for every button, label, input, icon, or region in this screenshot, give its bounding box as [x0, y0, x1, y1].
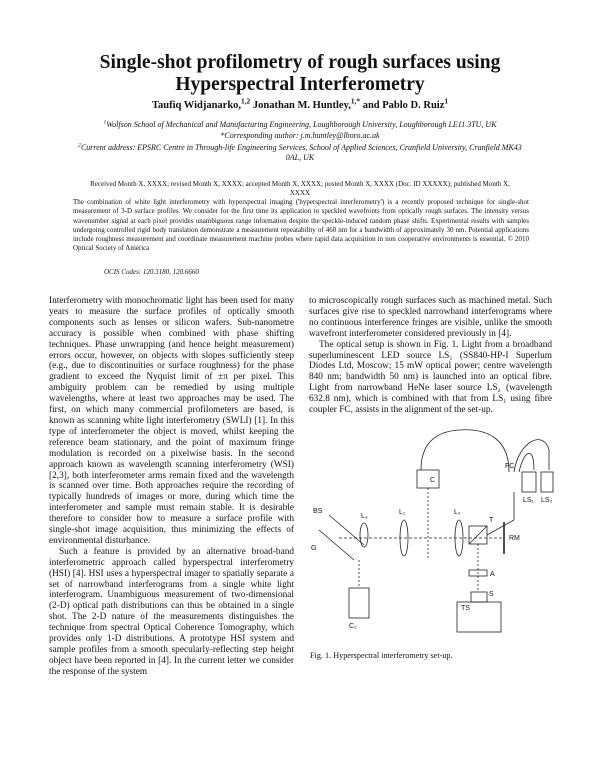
- setup-figure: [309, 410, 554, 646]
- fibre-line: [514, 440, 549, 472]
- label-s: S: [489, 591, 494, 598]
- author-1: Taufiq Widjanarko,: [151, 100, 242, 111]
- affiliation-1: $^1$Wolfson School of Mechanical and Manufacturing Engineering, Loughborough University, Loughborough LE11 3TU, UK: [103, 119, 497, 129]
- lens-l3: [360, 523, 368, 547]
- label-ls1: LS₁: [523, 497, 534, 504]
- fibre-line: [421, 430, 509, 472]
- affiliation-2: $^2$Current address: EPSRC Centre in Through-life Engineering Services, School of Applied Sciences, Cranfield University, Cranfield MK43 0AL, UK: [78, 142, 522, 162]
- label-g: G: [311, 545, 317, 552]
- paper-title: Single-shot profilometry of rough surfaces using Hyperspectral Interferometry: [99, 52, 501, 95]
- column-right: [309, 296, 552, 416]
- label-fc: FC: [505, 463, 515, 470]
- label-l2: L₂: [454, 509, 461, 516]
- paragraph: to microscopically rough surfaces such as machined metal. Such surfaces give rise to speckled narrowband interferograms where no continuous interference fringes are visible, unlike the smooth wavefront interferometer considered previously in [4].: [309, 296, 552, 339]
- beam-splitter: [329, 515, 364, 545]
- label-rm: RM: [509, 535, 520, 542]
- label-l1: L₁: [399, 509, 406, 516]
- source-ls2-box: [541, 472, 553, 492]
- paragraph: The optical setup is shown in Fig. 1. Light from a broadband superluminescent LED source LS₁ (SS840-HP-I Superlum Diodes Ltd, Moscow; 15 mW optical power; centre wavelength 840 nm; bandwidth 50 nm) is launched into an optical fibre. Light from narrowband HeNe laser source LS₂ (wavelength 632.8 nm), which is combined with that from LS₁ using fibre coupler FC, assists in the alignment of the set-up.: [309, 339, 552, 416]
- abstract: The combination of white light interferometry with hyperspectral imaging ('hyperspectral interferometry') is a recently proposed technique for single-shot measurement of 3-D surface profiles. We consider for the first time its application to speckled wavefronts from optically rough surfaces. The intensity versus wavenumber signal at each pixel provides unambiguous range information despite the speckle-induced random phase shifts. Experimental results with samples undergoing controlled rigid body translation demonstrate a measurement repeatability of 460 nm for a bandwidth of approximately 30 nm. Potential applications include roughness measurement and coordinate measurement machine probes where rapid data acquisition in non cooperative environments is essential. © 2010 Optical Society of America: [73, 198, 529, 253]
- figure-caption: Fig. 1. Hyperspectral interferometry set-up.: [310, 651, 453, 660]
- paragraph: Such a feature is provided by an alternative broad-band interferometric approach called hyperspectral interferometry (HSI) [4]. HSI uses a hyperspectral imager to spatially separate a set of narrowband interferograms from a single white light interferogram. Unambiguous measurement of two-dimensional (2-D) optical path distributions can thus be obtained in a single shot. The 2-D nature of the measurements distinguishes the technique from spectral Optical Coherence Tomography, which provides only 1-D distributions. A prototype HSI system and sample profiles from a smooth specularly-reflecting step height object have been reported in [4]. In the current letter we consider the response of the system: [49, 546, 294, 677]
- label-ts: TS: [461, 605, 470, 612]
- column-left: [49, 296, 294, 678]
- grating: [319, 530, 354, 560]
- author-3: and Pablo D. Ruiz: [360, 100, 445, 111]
- label-t: T: [489, 517, 494, 524]
- label-ls2: LS₂: [541, 497, 553, 504]
- label-a: A: [490, 571, 495, 578]
- author-2: Jonathan M. Huntley,: [250, 100, 351, 111]
- author-list: Taufiq Widjanarko,$^{1,2}$ Jonathan M. Huntley,$^{1,*}$ and Pablo D. Ruiz$^1$: [151, 96, 449, 111]
- camera-c2: [349, 588, 369, 618]
- received-dates: Received Month X, XXXX; revised Month X, XXXX; accepted Month X, XXXX; posted Month X, XXXX (Doc. ID XXXXX); published Month X, XXXX: [90, 180, 510, 198]
- fibre-line: [519, 453, 534, 472]
- source-ls1-box: [522, 472, 536, 492]
- ocis-codes: OCIS Codes: 120.3180, 120.6660: [104, 268, 199, 276]
- camera-box: [417, 470, 439, 488]
- paragraph: Interferometry with monochromatic light has been used for many years to measure the surface profiles of optically smooth components such as lenses or silicon wafers. Sub-nanometre accuracy is possible when combined with phase shifting techniques. Phase unwrapping (and hence height measurement) errors occur, however, on objects with slopes sufficiently steep (e.g., due to discontinuities or surface roughness) for the phase gradient to exceed the Nyquist limit of ±π per pixel. This ambiguity problem can be remedied by using multiple wavelengths, where at least two approaches may be used. The first, on which many commercial profilometers are based, is known as scanning white light interferometry (SWLI) [1]. In this type of interferometer the object is moved, whilst keeping the reference beam stationary, and the point of maximum fringe modulation is recorded on a pixelwise basis. In the second approach known as wavelength scanning interferometry (WSI) [2,3], both interferometer arms remain fixed and the wavelength is scanned over time. Both approaches require the recording of typically hundreds of images or more, during which time the interferometer and sample must remain stable. It is desirable therefore to consider how to measure a surface profile with single-shot image acquisition, thus minimizing the effects of environmental disturbance.: [49, 296, 294, 546]
- label-c: C: [430, 477, 436, 484]
- label-c2: C₂: [349, 623, 357, 630]
- corresponding-author: *Corresponding author: j.m.huntley@lboro.ac.uk: [220, 131, 380, 140]
- label-bs: BS: [313, 508, 323, 515]
- label-l3: L₃: [361, 513, 368, 520]
- sample: [471, 592, 487, 602]
